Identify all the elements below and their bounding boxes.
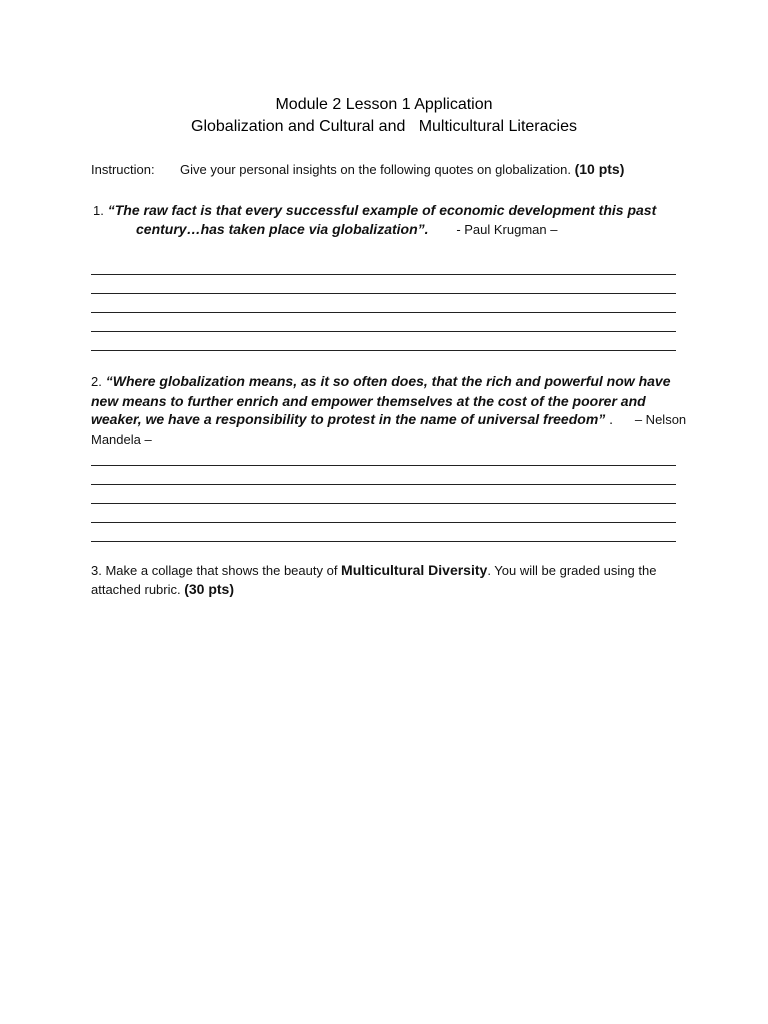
task-emphasis: Multicultural Diversity xyxy=(341,562,488,578)
title-line-2: Globalization and Cultural and Multicultural Literacies xyxy=(191,118,577,135)
question-2 xyxy=(91,372,691,449)
instruction-text: Give your personal insights on the following quotes on globalization. xyxy=(180,162,575,177)
quote-author: – Nelson Mandela – xyxy=(91,412,687,447)
instruction-points: (10 pts) xyxy=(574,161,625,177)
quote-text: “Where globalization means, as it so often does, that the rich and powerful now have new means to further enrich and empower themselves at the cost of the poorer and weaker, we have a responsibility to protest in the name of universal freedom” xyxy=(91,373,671,428)
title-line-1: Module 2 Lesson 1 Application xyxy=(275,96,493,113)
instruction-label: Instruction: xyxy=(91,162,155,177)
question-number: 1. xyxy=(93,203,104,218)
quote-author: - Paul Krugman – xyxy=(456,222,558,237)
quote-line-1: “The raw fact is that every successful example of economic development this past xyxy=(107,202,657,218)
question-3 xyxy=(91,561,681,599)
instruction xyxy=(91,160,691,179)
answer-line[interactable] xyxy=(91,523,676,542)
quote-line-2: century…has taken place via globalization”. xyxy=(136,221,429,237)
task-text-after: . You will be graded using the attached rubric. xyxy=(91,563,657,597)
answer-line[interactable] xyxy=(91,466,676,485)
answer-line[interactable] xyxy=(91,275,676,294)
question-1 xyxy=(93,201,693,239)
answer-line[interactable] xyxy=(91,313,676,332)
task-text-before: Make a collage that shows the beauty of xyxy=(101,563,342,578)
answer-lines-2[interactable] xyxy=(91,447,676,542)
task-points: (30 pts) xyxy=(184,581,235,597)
question-number: 3. xyxy=(91,563,102,578)
answer-line[interactable] xyxy=(91,256,676,275)
answer-line[interactable] xyxy=(91,504,676,523)
answer-line[interactable] xyxy=(91,294,676,313)
document-title xyxy=(0,94,768,138)
answer-lines-1[interactable] xyxy=(91,256,676,351)
answer-line[interactable] xyxy=(91,447,676,466)
answer-line[interactable] xyxy=(91,332,676,351)
quote-punctuation: . xyxy=(605,411,614,428)
answer-line[interactable] xyxy=(91,485,676,504)
question-number: 2. xyxy=(91,374,102,389)
